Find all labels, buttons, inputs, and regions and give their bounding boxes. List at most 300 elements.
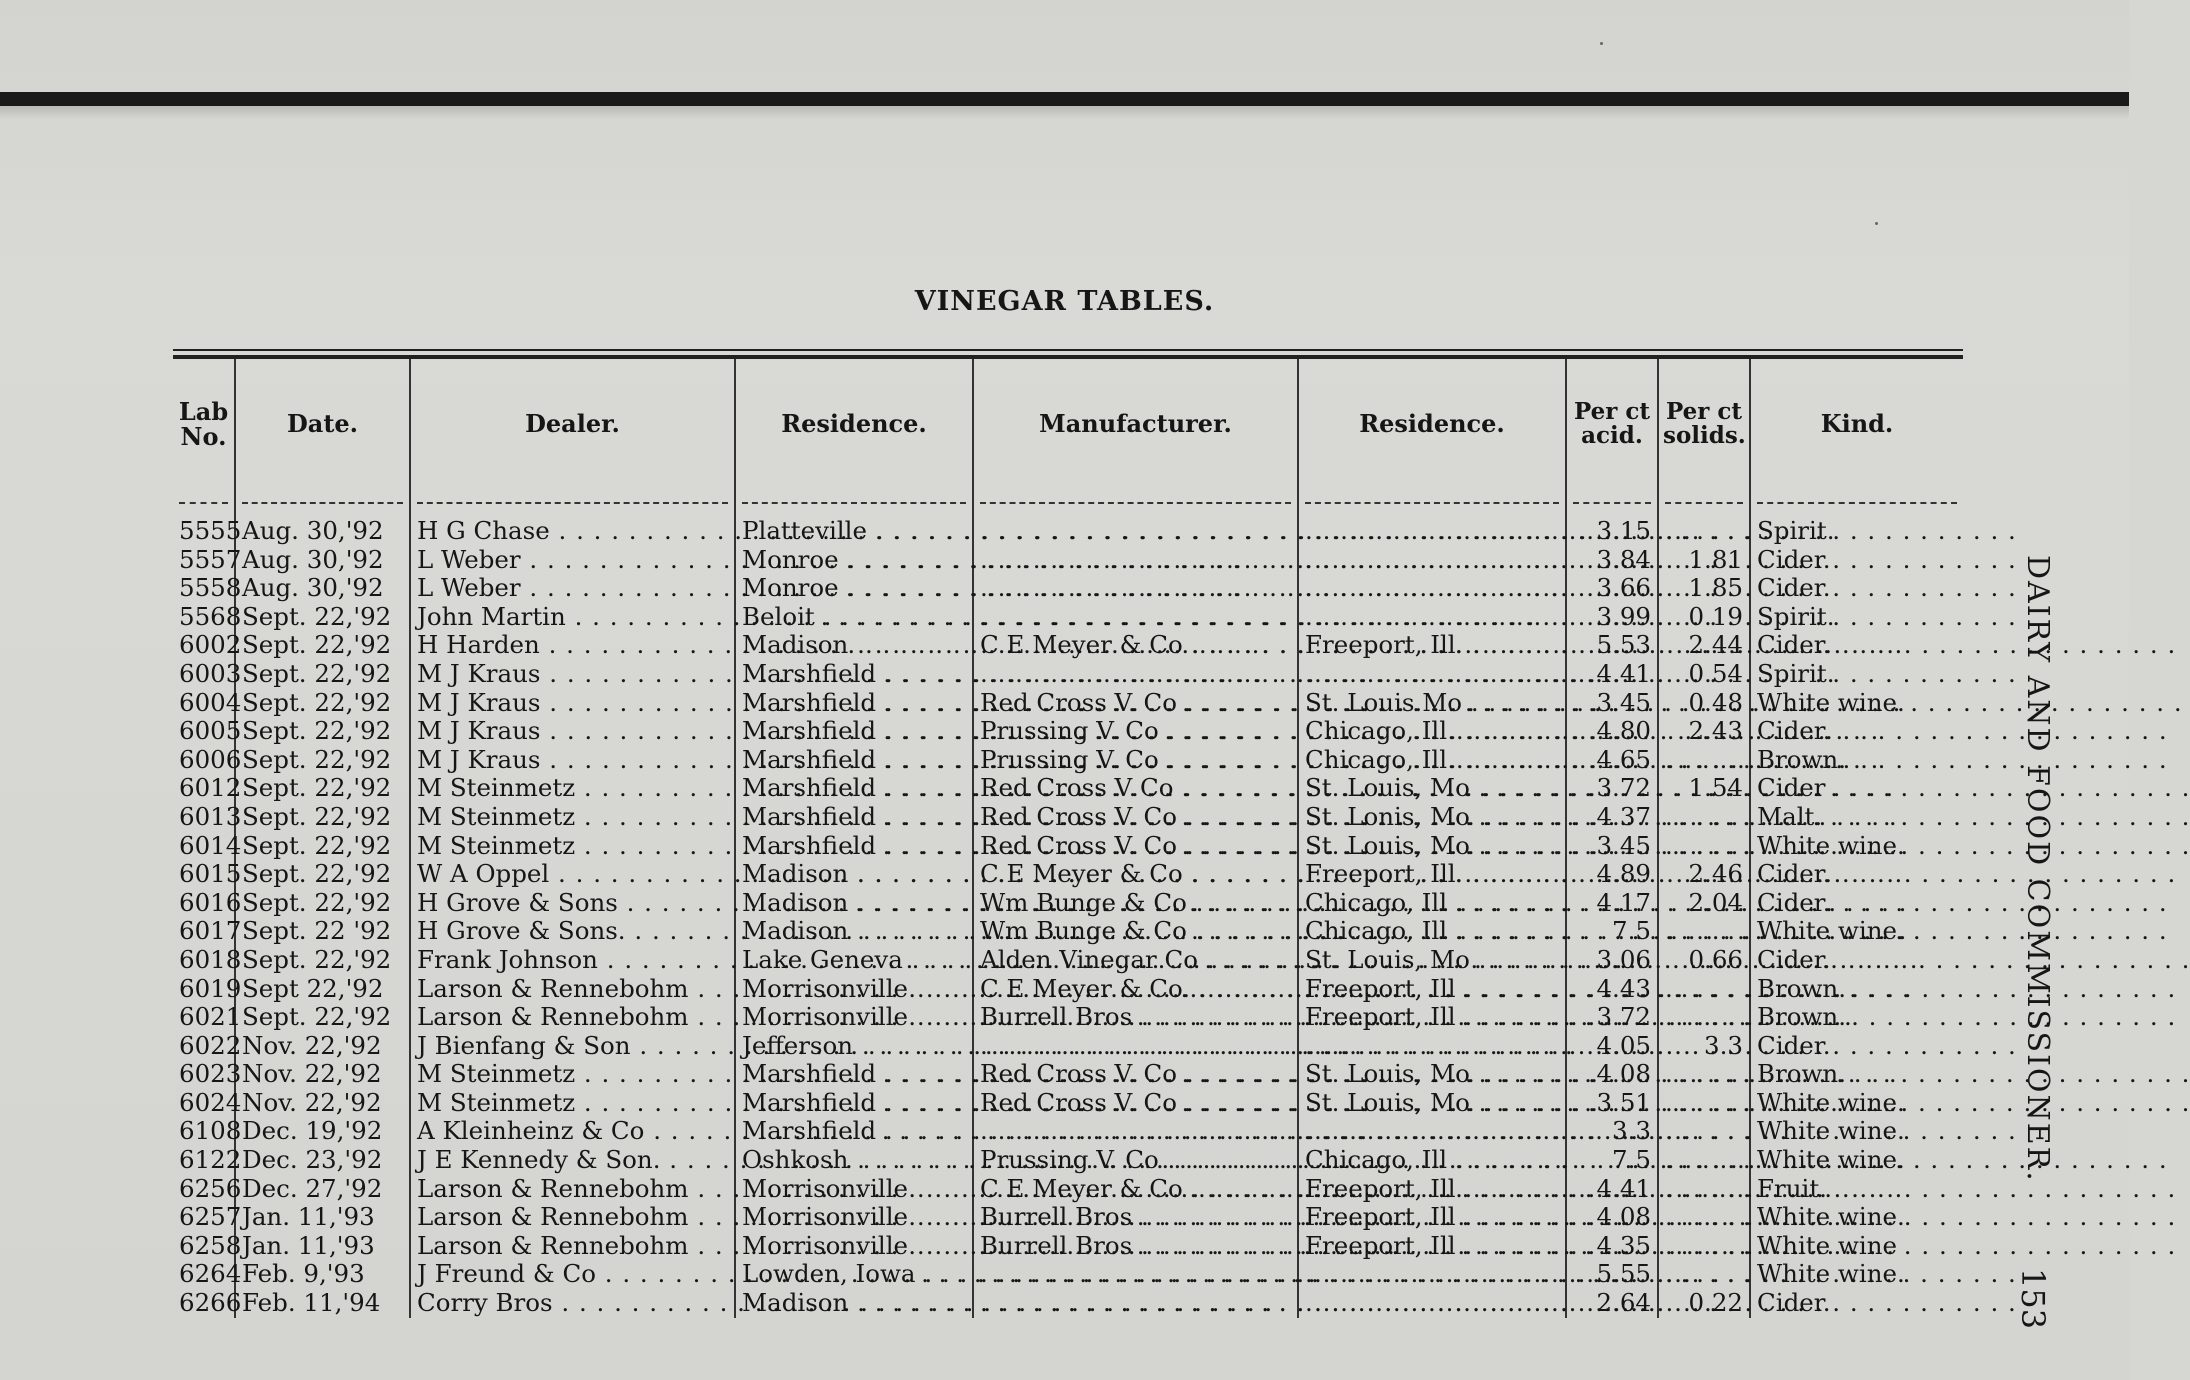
table-row — [173, 975, 1963, 1004]
manufacturer-cell — [973, 546, 1298, 575]
manufacturer-cell — [973, 1146, 1298, 1175]
lab-no-cell — [173, 773, 242, 803]
dot-leader: . . . . . . — [1665, 516, 1751, 545]
residence-text: Marshfield — [742, 744, 877, 774]
residence-text: Lake Geneva — [742, 944, 903, 974]
acid-text: 4.89 — [1596, 859, 1651, 889]
dealer-cell — [410, 689, 735, 718]
lab-no-cell — [173, 1087, 242, 1118]
table-row — [173, 860, 1963, 889]
solids-text: 1.54 — [1688, 773, 1743, 803]
solids-text: 2.46 — [1688, 859, 1743, 889]
acid-text: 4.08 — [1596, 1202, 1651, 1232]
manufacturer-residence-text: Chicago, Ill — [1305, 887, 1448, 917]
residence-cell — [735, 889, 973, 918]
manufacturer-residence-cell — [1298, 546, 1566, 575]
date-text: Aug. 30,'92 — [242, 544, 384, 574]
acid-text: 4.80 — [1596, 716, 1651, 746]
date-text: Feb. 11,'94 — [242, 1288, 381, 1318]
manufacturer-residence-cell — [1298, 717, 1566, 746]
table-row — [173, 1032, 1963, 1061]
manufacturer-cell — [973, 603, 1298, 632]
date-text: Sept. 22,'92 — [242, 1002, 392, 1032]
date-text: Sept. 22,'92 — [242, 716, 392, 746]
manufacturer-residence-cell — [1298, 631, 1566, 660]
residence-text: Oshkosh — [742, 1145, 849, 1175]
manufacturer-text: Wm Bunge & Co — [980, 916, 1187, 946]
date-cell — [235, 689, 410, 718]
manufacturer-text: Red Cross V. Co — [980, 1059, 1178, 1089]
date-cell — [235, 574, 410, 603]
table-row — [173, 631, 1963, 660]
dealer-text: Larson & Rennebohm — [417, 1173, 689, 1203]
dealer-text: L Weber — [417, 544, 521, 574]
solids-cell — [1658, 1232, 1750, 1261]
table-body — [173, 489, 1963, 1318]
col-header-manufacturer-residence: Residence. — [1298, 359, 1566, 489]
date-cell — [235, 975, 410, 1004]
residence-text: Marshfield — [742, 801, 877, 831]
date-text: Sept. 22,'92 — [242, 887, 392, 917]
manufacturer-text: Red Cross V. Co — [980, 1087, 1178, 1117]
lab-no-cell — [173, 1030, 242, 1061]
manufacturer-residence-text: St. Louis, Mo — [1305, 830, 1470, 860]
acid-text: 3.72 — [1596, 1002, 1651, 1032]
table-row — [173, 1003, 1963, 1032]
dealer-cell — [410, 1146, 735, 1175]
table-row — [173, 1175, 1963, 1204]
date-cell — [235, 746, 410, 775]
lab-no-cell — [173, 1288, 242, 1318]
dealer-text: M J Kraus — [417, 687, 541, 717]
date-cell — [235, 517, 410, 546]
table-row — [173, 660, 1963, 689]
residence-text: Morrisonville — [742, 1230, 909, 1260]
table-row — [173, 1089, 1963, 1118]
table-row — [173, 689, 1963, 718]
dot-leader: . . . . . . — [1665, 973, 1751, 1003]
residence-cell — [735, 746, 973, 775]
kind-text: White wine — [1757, 1230, 1898, 1260]
acid-text: 5.55 — [1596, 1259, 1651, 1289]
table-row — [173, 746, 1963, 775]
residence-text: Marshfield — [742, 1116, 877, 1146]
lab-no-cell — [173, 687, 242, 718]
table-row — [173, 774, 1963, 803]
manufacturer-residence-text: St. Louis, Mo — [1305, 1059, 1470, 1089]
dot-leader — [1305, 1259, 2017, 1288]
table-row — [173, 603, 1963, 632]
residence-cell — [735, 546, 973, 575]
solids-text: 1.81 — [1688, 544, 1743, 574]
manufacturer-cell — [973, 1289, 1298, 1318]
dealer-text: A Kleinheinz & Co — [417, 1116, 645, 1146]
acid-text: 7.5 — [1612, 916, 1651, 946]
manufacturer-text: C E Meyer & Co. — [980, 973, 1191, 1003]
kind-text: Cider. — [1757, 887, 1831, 917]
dealer-cell — [410, 517, 735, 546]
lab-no-cell — [173, 1002, 242, 1032]
date-text: Sept. 22,'92 — [242, 801, 392, 831]
solids-cell — [1658, 1203, 1750, 1232]
table-row — [173, 546, 1963, 575]
dealer-cell — [410, 1232, 735, 1261]
dot-leader: . . . . . . — [1665, 1116, 1751, 1146]
manufacturer-text: Burrell Bros — [980, 1230, 1133, 1260]
manufacturer-cell — [973, 946, 1298, 975]
manufacturer-text: Prussing V. Co — [980, 716, 1159, 746]
dealer-cell — [410, 603, 735, 632]
dealer-cell — [410, 860, 735, 889]
manufacturer-cell — [973, 1032, 1298, 1061]
date-cell — [235, 1003, 410, 1032]
date-cell — [235, 1117, 410, 1146]
lab-no-text: 6002 — [179, 630, 242, 660]
manufacturer-text: Red Cross V. Co — [980, 830, 1178, 860]
lab-no-text: 5568 — [179, 601, 242, 631]
acid-text: 3.45 — [1596, 687, 1651, 717]
solids-cell — [1658, 1003, 1750, 1032]
date-text: Sept. 22,'92 — [242, 773, 392, 803]
table-row — [173, 832, 1963, 861]
lab-no-cell — [173, 1059, 242, 1089]
manufacturer-cell — [973, 1203, 1298, 1232]
kind-text: Spirit. — [1757, 658, 1835, 688]
dealer-cell — [410, 803, 735, 832]
kind-text: Cider. — [1757, 544, 1831, 574]
vinegar-table — [173, 349, 1963, 1318]
residence-text: Madison — [742, 887, 849, 917]
table-row — [173, 1203, 1963, 1232]
date-cell — [235, 1260, 410, 1289]
date-text: Nov. 22,'92 — [242, 1030, 382, 1060]
kind-text: Brown. — [1757, 744, 1847, 774]
manufacturer-residence-text: St. Louis, Mo — [1305, 773, 1470, 803]
lab-no-text: 6256 — [179, 1173, 242, 1203]
manufacturer-residence-cell — [1298, 803, 1566, 832]
manufacturer-residence-text: Chicago, Ill — [1305, 744, 1448, 774]
manufacturer-residence-cell — [1298, 1175, 1566, 1204]
dot-leader — [1305, 1031, 2017, 1060]
manufacturer-residence-cell — [1298, 574, 1566, 603]
kind-text: Cider. — [1757, 716, 1831, 746]
lab-no-text: 6266 — [179, 1288, 242, 1318]
lab-no-text: 6021 — [179, 1002, 242, 1032]
date-text: Sept. 22,'92 — [242, 630, 392, 660]
residence-cell — [735, 774, 973, 803]
manufacturer-cell — [973, 1175, 1298, 1204]
manufacturer-residence-cell — [1298, 1003, 1566, 1032]
date-cell — [235, 1089, 410, 1118]
manufacturer-cell — [973, 917, 1298, 946]
manufacturer-residence-cell — [1298, 975, 1566, 1004]
dealer-cell — [410, 1289, 735, 1318]
manufacturer-residence-text: Freeport, Ill — [1305, 973, 1456, 1003]
date-text: Sept. 22,'92 — [242, 859, 392, 889]
solids-text: 2.43 — [1688, 716, 1743, 746]
manufacturer-text: Prussing V. Co — [980, 744, 1159, 774]
lab-no-text: 6012 — [179, 773, 242, 803]
acid-text: 3.84 — [1596, 544, 1651, 574]
acid-text: 4.37 — [1596, 801, 1651, 831]
manufacturer-residence-cell — [1298, 603, 1566, 632]
solids-text: 0.22 — [1688, 1288, 1743, 1318]
residence-text: Morrisonville — [742, 973, 909, 1003]
date-cell — [235, 1289, 410, 1318]
date-cell — [235, 717, 410, 746]
lab-no-text: 6258 — [179, 1230, 242, 1260]
acid-text: 4.65 — [1596, 744, 1651, 774]
residence-cell — [735, 574, 973, 603]
dealer-text: Larson & Rennebohm — [417, 1202, 689, 1232]
residence-text: Monroe — [742, 573, 839, 603]
residence-cell — [735, 917, 973, 946]
col-header-lab-no: Lab No. — [178, 396, 229, 451]
dealer-text: J Bienfang & Son — [417, 1030, 631, 1060]
lab-no-text: 6006 — [179, 744, 242, 774]
date-cell — [235, 603, 410, 632]
manufacturer-cell — [973, 774, 1298, 803]
dealer-text: M Steinmetz — [417, 830, 576, 860]
manufacturer-residence-cell — [1298, 689, 1566, 718]
date-cell — [235, 774, 410, 803]
lab-no-cell — [173, 601, 242, 632]
lab-no-cell — [173, 859, 242, 889]
date-cell — [235, 660, 410, 689]
residence-cell — [735, 832, 973, 861]
dot-leader — [1470, 773, 2190, 802]
lab-no-text: 6023 — [179, 1059, 242, 1089]
lab-no-cell — [173, 716, 242, 746]
dealer-text: H Harden — [417, 630, 540, 660]
manufacturer-residence-cell — [1298, 746, 1566, 775]
date-cell — [235, 803, 410, 832]
manufacturer-residence-cell — [1298, 517, 1566, 546]
dealer-text: M J Kraus — [417, 658, 541, 688]
manufacturer-residence-text: Freeport, Ill — [1305, 859, 1456, 889]
manufacturer-residence-text: Freeport, Ill — [1305, 1002, 1456, 1032]
dealer-cell — [410, 1117, 735, 1146]
lab-no-text: 5558 — [179, 573, 242, 603]
lab-no-text: 6004 — [179, 687, 242, 717]
manufacturer-cell — [973, 517, 1298, 546]
col-header-manufacturer: Manufacturer. — [973, 359, 1298, 489]
table-row — [173, 1117, 1963, 1146]
table-row — [173, 803, 1963, 832]
lab-no-cell — [173, 944, 242, 975]
date-text: Jan. 11,'93 — [242, 1230, 375, 1260]
residence-text: Madison — [742, 916, 849, 946]
dealer-text: John Martin — [417, 601, 566, 631]
solids-cell — [1658, 1175, 1750, 1204]
manufacturer-cell — [973, 1232, 1298, 1261]
date-text: Sept 22,'92 — [242, 973, 384, 1003]
lab-no-text: 6022 — [179, 1030, 242, 1060]
lab-no-text: 6017 — [179, 916, 242, 946]
residence-text: Morrisonville — [742, 1002, 909, 1032]
acid-text: 3.72 — [1596, 773, 1651, 803]
manufacturer-text: C E Meyer & Co — [980, 630, 1183, 660]
dot-leader: . . . . . . — [1665, 1202, 1751, 1232]
lab-no-cell — [173, 973, 242, 1004]
residence-text: Morrisonville — [742, 1173, 909, 1203]
kind-text: Spirit. — [1757, 516, 1835, 545]
date-text: Sept. 22,'92 — [242, 658, 392, 688]
dealer-text: Corry Bros — [417, 1288, 553, 1318]
dealer-cell — [410, 1260, 735, 1289]
kind-text: Brown. — [1757, 973, 1847, 1003]
manufacturer-residence-text: Chicago, Ill — [1305, 916, 1448, 946]
dot-leader: . . . . . . — [1665, 1002, 1751, 1032]
date-cell — [235, 832, 410, 861]
table-row — [173, 1060, 1963, 1089]
col-header-dealer: Dealer. — [410, 359, 735, 489]
dot-leader: . . . . . . — [1665, 1230, 1751, 1260]
manufacturer-residence-cell — [1298, 832, 1566, 861]
residence-text: Marshfield — [742, 773, 877, 803]
table-top-rule — [173, 349, 1963, 351]
acid-text: 7.5 — [1612, 1145, 1651, 1175]
lab-no-text: 6003 — [179, 658, 242, 688]
date-text: Sept. 22,'92 — [242, 830, 392, 860]
dealer-cell — [410, 946, 735, 975]
date-cell — [235, 1060, 410, 1089]
acid-text: 4.41 — [1596, 1173, 1651, 1203]
solids-cell — [1658, 917, 1750, 946]
dot-leader: . . . . . . — [1665, 1059, 1751, 1089]
dot-leader: . . . . . . — [1665, 744, 1751, 774]
kind-text: White wine. — [1757, 1259, 1905, 1289]
residence-cell — [735, 1175, 973, 1204]
dealer-text: Frank Johnson — [417, 944, 598, 974]
table-header-row — [173, 359, 1963, 489]
acid-text: 5.53 — [1596, 630, 1651, 660]
acid-text: 3.66 — [1596, 573, 1651, 603]
date-text: Aug. 30,'92 — [242, 573, 384, 603]
residence-cell — [735, 660, 973, 689]
acid-text: 4.08 — [1596, 1059, 1651, 1089]
solids-cell — [1658, 975, 1750, 1004]
manufacturer-residence-cell — [1298, 1089, 1566, 1118]
kind-text: Cider — [1757, 773, 1826, 803]
dealer-cell — [410, 631, 735, 660]
manufacturer-text: Red Cross V Co — [980, 773, 1174, 803]
residence-text: Jefferson — [742, 1030, 854, 1060]
date-text: Dec. 27,'92 — [242, 1173, 383, 1203]
lab-no-text: 5555 — [179, 516, 242, 545]
lab-no-cell — [173, 887, 242, 918]
table-row — [173, 1260, 1963, 1289]
lab-no-text: 6014 — [179, 830, 242, 860]
kind-text: Brown. — [1757, 1002, 1847, 1032]
lab-no-text: 6015 — [179, 859, 242, 889]
table-row — [173, 946, 1963, 975]
lab-no-cell — [173, 630, 242, 660]
residence-cell — [735, 946, 973, 975]
acid-text: 3.3 — [1612, 1116, 1651, 1146]
solids-cell — [1658, 746, 1750, 775]
solids-text: 0.66 — [1688, 944, 1743, 974]
manufacturer-residence-text: Chicago, Ill — [1305, 1145, 1448, 1175]
date-text: Sept. 22,'92 — [242, 687, 392, 717]
kind-text: Cider. — [1757, 573, 1831, 603]
acid-text: 3.45 — [1596, 830, 1651, 860]
residence-text: Madison — [742, 1288, 849, 1318]
manufacturer-residence-cell — [1298, 1232, 1566, 1261]
manufacturer-cell — [973, 1260, 1298, 1289]
dealer-text: M Steinmetz — [417, 1087, 576, 1117]
manufacturer-cell — [973, 803, 1298, 832]
lab-no-cell — [173, 1145, 242, 1175]
dealer-cell — [410, 774, 735, 803]
residence-cell — [735, 1060, 973, 1089]
dealer-cell — [410, 546, 735, 575]
dot-leader — [1305, 545, 2017, 574]
date-cell — [235, 546, 410, 575]
dealer-text: M J Kraus — [417, 744, 541, 774]
kind-text: White wine. — [1757, 830, 1905, 860]
dot-leader: . . . . . . — [1665, 830, 1751, 860]
manufacturer-residence-text: Freeport, Ill — [1305, 1202, 1456, 1232]
kind-text: White wine. — [1757, 1116, 1905, 1146]
lab-no-cell — [173, 1230, 242, 1261]
manufacturer-cell — [973, 860, 1298, 889]
header-underline-row — [173, 489, 1963, 517]
solids-text: 0.48 — [1688, 687, 1743, 717]
lab-no-text: 6108 — [179, 1116, 242, 1146]
kind-text: Cider. — [1757, 1030, 1831, 1060]
acid-text: 4.35 — [1596, 1230, 1651, 1260]
acid-text: 3.51 — [1596, 1087, 1651, 1117]
manufacturer-cell — [973, 975, 1298, 1004]
page-number: 153 — [2014, 1268, 2052, 1330]
acid-text: 4.43 — [1596, 973, 1651, 1003]
lab-no-cell — [173, 573, 242, 603]
dot-leader — [1305, 573, 2017, 602]
dealer-text: Larson & Rennebohm — [417, 1230, 689, 1260]
lab-no-cell — [173, 830, 242, 861]
dot-leader: . . . . . . — [1665, 801, 1751, 831]
manufacturer-text: Wm Bunge & Co — [980, 887, 1187, 917]
residence-text: Marshfield — [742, 830, 877, 860]
solids-cell — [1658, 1117, 1750, 1146]
dealer-cell — [410, 1089, 735, 1118]
dealer-cell — [410, 574, 735, 603]
manufacturer-residence-cell — [1298, 860, 1566, 889]
date-cell — [235, 1175, 410, 1204]
residence-cell — [735, 1117, 973, 1146]
dealer-cell — [410, 889, 735, 918]
lab-no-cell — [173, 1173, 242, 1204]
residence-cell — [735, 517, 973, 546]
dealer-text: Larson & Rennebohm — [417, 973, 689, 1003]
lab-no-cell — [173, 1116, 242, 1146]
solids-cell — [1658, 1260, 1750, 1289]
table-row — [173, 1232, 1963, 1261]
manufacturer-residence-text: Freeport, Ill — [1305, 1230, 1456, 1260]
solids-cell — [1658, 1060, 1750, 1089]
lab-no-cell — [173, 1259, 242, 1289]
residence-text: Marshfield — [742, 1059, 877, 1089]
kind-text: White wine. — [1757, 687, 1905, 717]
residence-text: Madison — [742, 630, 849, 660]
date-cell — [235, 631, 410, 660]
solids-text: 2.04 — [1688, 887, 1743, 917]
manufacturer-cell — [973, 717, 1298, 746]
residence-cell — [735, 1232, 973, 1261]
lab-no-text: 6018 — [179, 944, 242, 974]
dealer-text: M J Kraus — [417, 716, 541, 746]
